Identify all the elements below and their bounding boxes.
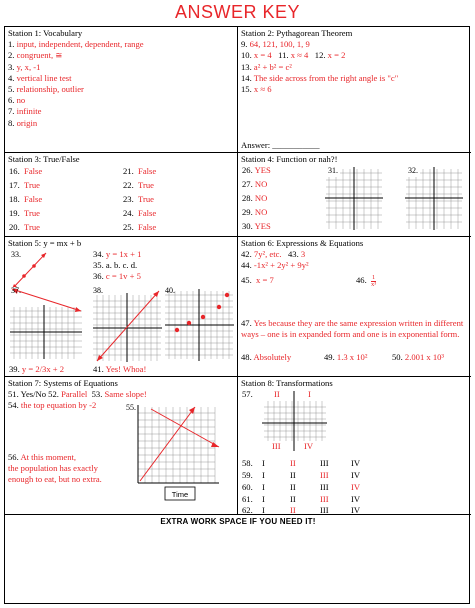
tf-row: 19. True [9,208,40,218]
transform-cell: III [320,482,329,492]
station-1 [5,27,238,153]
transform-row-59: 59. [242,470,253,480]
graph-40 [163,285,235,363]
s6-line-46: 46. $\frac{1}{\text{x³}}$ [356,274,377,288]
graph-32-label: 32. [408,166,418,175]
quadrant-iii-label: III [272,441,281,451]
s5-line-36: 36. c = 1v + 5 [93,271,141,281]
quadrant-iv-label: IV [304,441,314,451]
s6-line-47: 47. Yes because they are the same expression written in different ways – one is in expanded form and one is in exponential form. [241,318,464,340]
answer-sheet [4,26,470,604]
transform-cell: I [262,505,265,515]
transform-cell: IV [351,458,361,468]
fn-answer: 28. NO [242,193,268,203]
s5-line-41: 41. Yes! Whoa! [93,364,147,374]
transform-cell: I [262,470,265,480]
graph-38-label: 38. [93,286,103,295]
tf-row: 18. False [9,194,43,204]
transform-cell: IV [351,494,361,504]
station-8 [238,377,471,515]
page-title: ANSWER KEY [174,2,301,22]
s5-line-34: 34. y = 1x + 1 [93,249,142,259]
extra-work-space-heading: EXTRA WORK SPACE IF YOU NEED IT! [160,517,316,526]
s7-line-51-53: 51. Yes/No 52. Parallel 53. Same slope! [8,389,147,400]
tf-row: 22. True [123,180,154,190]
station-2 [238,27,471,153]
tf-row: 20. True [9,222,40,232]
s1-line-5: 5. relationship, outlier [8,84,84,95]
s6-line-45: 45. x = 7 [241,275,274,285]
transform-row-60: 60. [242,482,253,492]
s2-line-10-12: 10. x = 4 11. x ≈ 4 12. x = 2 [241,50,346,61]
transform-cell: II [290,482,296,492]
s1-line-3: 3. y, x, -1 [8,61,41,72]
s2-line-9: 9. 64, 121, 100, 1, 9 [241,39,310,50]
s7-line-54: 54. the top equation by -2 [8,400,97,411]
station-3 [5,153,238,237]
s2-line-13: 13. a² + b² = c² [241,61,292,72]
s6-line-48: 48. Absolutely [241,352,292,362]
tf-row: 24. False [123,208,157,218]
transform-cell: III [320,470,329,480]
fn-answer: 29. NO [242,207,268,217]
transform-row-61: 61. [242,494,253,504]
tf-row: 23. True [123,194,154,204]
s1-line-4: 4. vertical line test [8,72,72,83]
s6-line-44: 44. -1x² + 2y² + 9y² [241,260,309,271]
transform-cell: III [320,458,329,468]
s1-line-6: 6. no [8,95,26,106]
station-5-heading: Station 5: y = mx + b [8,238,82,248]
graph-37-label: 37. [11,286,21,295]
fn-answer: 26. YES [242,165,271,175]
transform-cell: I [262,494,265,504]
answer-label: Answer: ___________ [241,140,320,150]
station-1-heading: Station 1: Vocabulary [8,28,83,38]
transform-cell: IV [351,505,361,515]
station-4-heading: Station 4: Function or nah?! [241,154,338,164]
s2-line-15: 15. x ≈ 6 [241,84,272,95]
transform-row-58: 58. [242,458,253,468]
graph-55-label: 55. [126,403,136,412]
station-6 [238,237,471,377]
station-8-heading: Station 8: Transformations [241,378,333,388]
quadrant-graph-57 [260,389,328,453]
station-7 [5,377,238,515]
quadrant-ii-label: II [274,389,280,399]
transform-cell: I [262,482,265,492]
s6-line-42-43: 42. 7y², etc. 43. 3 [241,249,306,260]
station-7-heading: Station 7: Systems of Equations [8,378,118,388]
transform-cell: II [290,505,296,515]
graph-33-label: 33. [11,250,21,259]
transform-cell: IV [351,470,361,480]
tf-row: 16. False [9,166,43,176]
tf-row: 21. False [123,166,157,176]
tf-row: 17. True [9,180,40,190]
transform-cell: III [320,505,329,515]
transform-cell: II [290,494,296,504]
graph-37 [8,285,84,361]
s1-line-1: 1. input, independent, dependent, range [8,39,144,50]
s1-line-2: 2. congruent, ≅ [8,50,63,61]
transform-cell: I [262,458,265,468]
transform-cell: II [290,470,296,480]
s5-line-35: 35. a. b. c. d. [93,260,138,270]
fn-answer: 27. NO [242,179,268,189]
graph-31-label: 31. [328,166,338,175]
station-3-heading: Station 3: True/False [8,154,80,164]
graph-38 [91,285,163,363]
transform-cell: III [320,494,329,504]
station-6-heading: Station 6: Expressions & Equations [241,238,364,248]
quadrant-i-label: I [308,389,311,399]
s6-line-49: 49. 1.3 x 10² [324,352,368,362]
s5-line-39: 39. y = 2/3x + 2 [9,364,65,374]
transform-cell: IV [351,482,361,492]
s7-line-56: 56. At this moment, the population has exactly enough to eat, but no extra. [8,452,102,485]
fraction: $\frac{1}{\text{x³}}$ [371,274,377,288]
station-4 [238,153,471,237]
station-5 [5,237,238,377]
tf-row: 25. False [123,222,157,232]
transform-cell: II [290,458,296,468]
s1-line-8: 8. origin [8,117,38,128]
graph-57-label: 57. [242,389,253,399]
graph-40-label: 40. [165,286,175,295]
s2-line-14: 14. The side across from the right angle is "c" [241,72,399,83]
s6-line-50: 50. 2.001 x 10³ [392,352,445,362]
s1-line-7: 7. infinite [8,106,42,117]
fn-answer: 30. YES [242,221,271,231]
time-axis-label: Time [171,490,189,499]
station-2-heading: Station 2: Pythagorean Theorem [241,28,353,38]
transform-row-62: 62. [242,505,253,515]
